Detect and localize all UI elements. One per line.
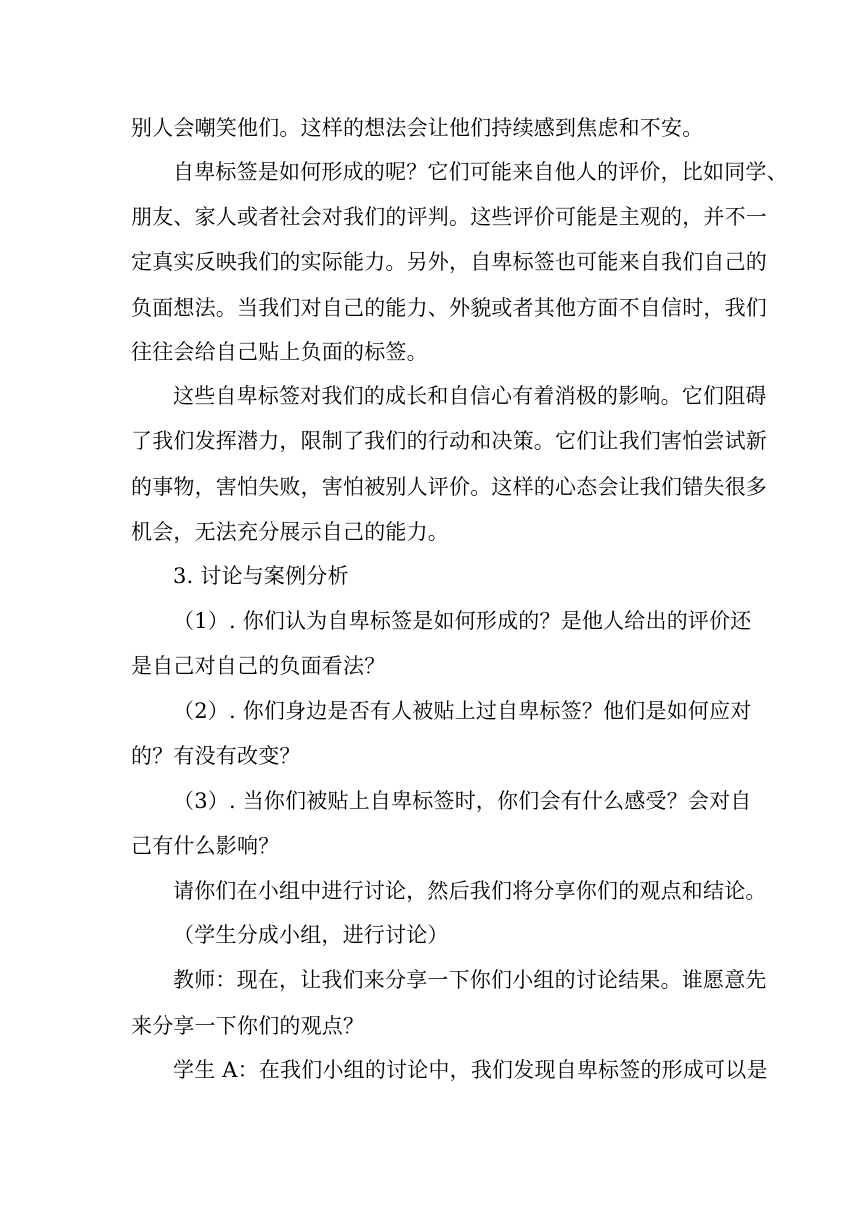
question-line: 己有什么影响？	[131, 834, 280, 858]
body-line: 这些自卑标签对我们的成长和自信心有着消极的影响。它们阻碍	[173, 384, 767, 408]
body-line: 机会，无法充分展示自己的能力。	[131, 520, 449, 544]
question-line: 是自己对自己的负面看法？	[131, 654, 386, 678]
question-line: （1）. 你们认为自卑标签是如何形成的？是他人给出的评价还	[173, 609, 752, 633]
body-line: 往往会给自己贴上负面的标签。	[131, 340, 428, 364]
question-line: （3）. 当你们被贴上自卑标签时，你们会有什么感受？会对自	[173, 789, 752, 813]
dialogue-line: 教师：现在，让我们来分享一下你们小组的讨论结果。谁愿意先	[173, 968, 767, 992]
body-line: 负面想法。当我们对自己的能力、外貌或者其他方面不自信时，我们	[131, 296, 767, 320]
body-line: 的事物，害怕失败，害怕被别人评价。这样的心态会让我们错失很多	[131, 475, 767, 499]
question-line: 的？有没有改变？	[131, 744, 301, 768]
body-line: 了我们发挥潜力，限制了我们的行动和决策。它们让我们害怕尝试新	[131, 429, 767, 453]
question-line: （2）. 你们身边是否有人被贴上过自卑标签？他们是如何应对	[173, 699, 752, 723]
body-line: 别人会嘲笑他们。这样的想法会让他们持续感到焦虑和不安。	[131, 116, 704, 140]
body-line: 朋友、家人或者社会对我们的评判。这些评价可能是主观的，并不一	[131, 205, 767, 229]
body-line: 自卑标签是如何形成的呢？它们可能来自他人的评价，比如同学、	[173, 160, 788, 184]
body-line: （学生分成小组，进行讨论）	[173, 923, 449, 947]
dialogue-line: 来分享一下你们的观点？	[131, 1014, 365, 1038]
body-line: 定真实反映我们的实际能力。另外，自卑标签也可能来自我们自己的	[131, 250, 767, 274]
body-line: 请你们在小组中进行讨论，然后我们将分享你们的观点和结论。	[173, 879, 767, 903]
section-heading: 3. 讨论与案例分析	[173, 564, 349, 588]
dialogue-line: 学生 A：在我们小组的讨论中，我们发现自卑标签的形成可以是	[173, 1058, 768, 1082]
